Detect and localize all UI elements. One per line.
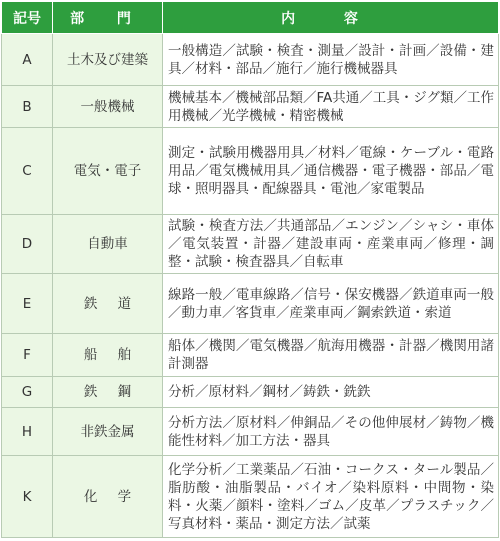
row-department: 土木及び建築 — [53, 34, 163, 86]
row-code: F — [2, 334, 53, 377]
table-row — [2, 128, 499, 215]
standards-table-container — [1, 1, 498, 538]
row-items: 試験・検査方法／共通部品／エンジン／シャシ・車体／電気装置・計器／建設車両・産業車両／修理・調整・試験・検査器具／自転車 — [163, 215, 499, 274]
header-content: 内 容 — [163, 2, 499, 34]
table-row — [2, 408, 499, 456]
row-code: A — [2, 34, 53, 86]
row-department: 一般機械 — [53, 86, 163, 128]
row-items: 線路一般／電車線路／信号・保安機器／鉄道車両一般／動力車／客貨車／産業車両／鋼索鉄道・索道 — [163, 274, 499, 334]
table-row — [2, 86, 499, 128]
row-code: K — [2, 456, 53, 538]
table-row — [2, 215, 499, 274]
row-department: 鉄 道 — [53, 274, 163, 334]
row-items: 機械基本／機械部品類／FA共通／工具・ジグ類／工作用機械／光学機械・精密機械 — [163, 86, 499, 128]
row-code: E — [2, 274, 53, 334]
standards-classification-table — [1, 1, 499, 538]
row-items: 一般構造／試験・検査・測量／設計・計画／設備・建具／材料・部品／施行／施行機械器具 — [163, 34, 499, 86]
row-code: C — [2, 128, 53, 215]
row-items: 分析方法／原材料／伸銅品／その他伸展材／鋳物／機能性材料／加工方法・器具 — [163, 408, 499, 456]
row-code: G — [2, 377, 53, 408]
row-department: 鉄 鋼 — [53, 377, 163, 408]
row-department: 非鉄金属 — [53, 408, 163, 456]
row-department: 自動車 — [53, 215, 163, 274]
row-items: 船体／機関／電気機器／航海用機器・計器／機関用諸計測器 — [163, 334, 499, 377]
row-code: H — [2, 408, 53, 456]
row-department: 化 学 — [53, 456, 163, 538]
table-row — [2, 274, 499, 334]
table-row — [2, 377, 499, 408]
row-code: D — [2, 215, 53, 274]
header-department: 部 門 — [53, 2, 163, 34]
header-code: 記号 — [2, 2, 53, 34]
row-department: 電気・電子 — [53, 128, 163, 215]
row-items: 分析／原材料／鋼材／鋳鉄・銑鉄 — [163, 377, 499, 408]
row-department: 船 舶 — [53, 334, 163, 377]
table-row — [2, 456, 499, 538]
row-code: B — [2, 86, 53, 128]
table-header-row — [2, 2, 499, 34]
table-row — [2, 34, 499, 86]
table-row — [2, 334, 499, 377]
row-items: 測定・試験用機器用具／材料／電線・ケーブル・電路用品／電気機械用具／通信機器・電子機器・部品／電球・照明器具・配線器具・電池／家電製品 — [163, 128, 499, 215]
row-items: 化学分析／工業薬品／石油・コークス・タール製品／脂肪酸・油脂製品・バイオ／染料原料・中間物・染料・火薬／顔料・塗料／ゴム／皮革／プラスチック／写真材料・薬品・測定方法／試薬 — [163, 456, 499, 538]
